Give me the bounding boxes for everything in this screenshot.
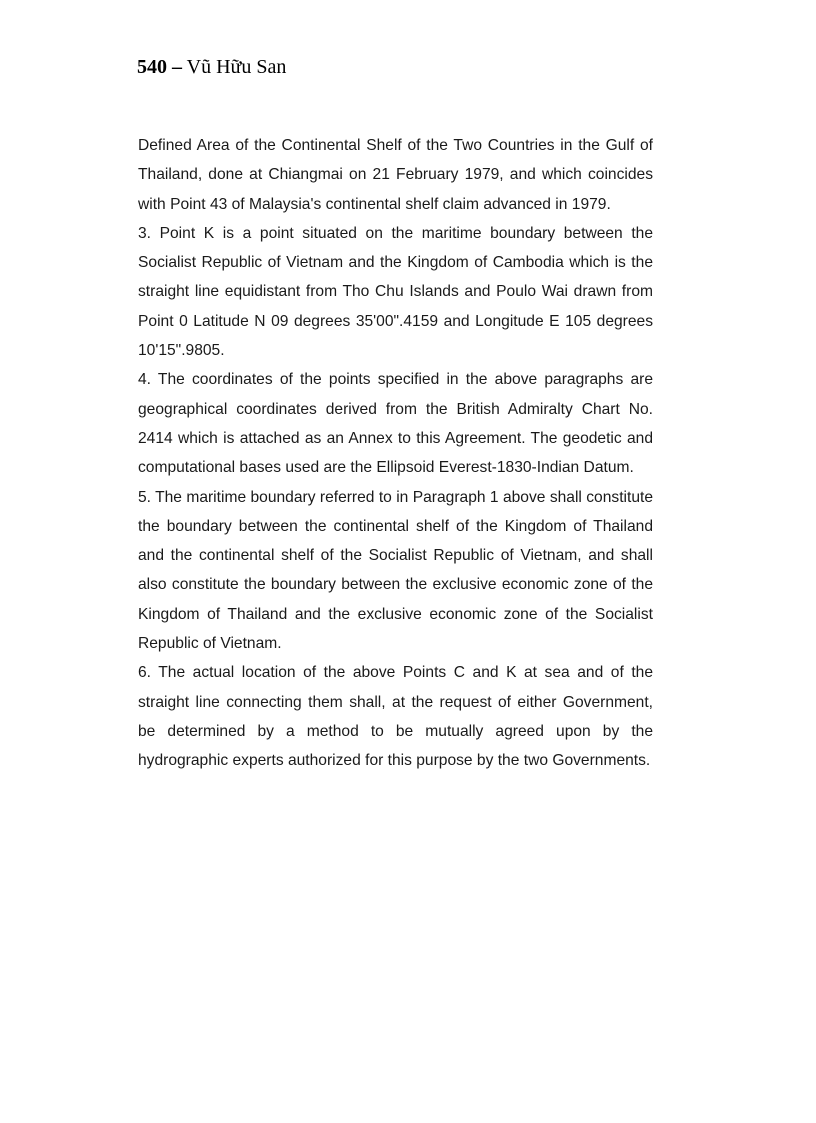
paragraph-4-coordinates: 4. The coordinates of the points specified in the above paragraphs are geographical coordinates derived from the British Admiralty Chart No. 2414 which is attached as an Annex to this Agreement. The geodetic and computational bases used are the Ellipsoid Everest-1830-Indian Datum.	[138, 371, 653, 477]
body-text	[138, 131, 653, 776]
paragraph-6-actual-location: 6. The actual location of the above Points C and K at sea and of the straight line connecting them shall, at the request of either Government, be determined by a method to be mutually agreed upon by the hydrographic experts authorized for this purpose by the two Governments.	[138, 664, 653, 770]
paragraph-continuation: Defined Area of the Continental Shelf of the Two Countries in the Gulf of Thailand, done at Chiangmai on 21 February 1979, and which coincides with Point 43 of Malaysia's continental shelf claim advanced in 1979.	[138, 137, 653, 213]
header-separator: –	[172, 56, 182, 78]
header-author: Vũ Hữu San	[186, 56, 287, 78]
running-header	[137, 55, 286, 79]
page-number: 540	[137, 56, 167, 78]
paragraph-5-maritime-boundary: 5. The maritime boundary referred to in Paragraph 1 above shall constitute the boundary between the continental shelf of the Kingdom of Thailand and the continental shelf of the Socialist Republic of Vietnam, and shall also constitute the boundary between the exclusive economic zone of the Kingdom of Thailand and the exclusive economic zone of the Socialist Republic of Vietnam.	[138, 488, 653, 653]
paragraph-3-point-k: 3. Point K is a point situated on the maritime boundary between the Socialist Republic of Vietnam and the Kingdom of Cambodia which is the straight line equidistant from Tho Chu Islands and Poulo Wai drawn from Point 0 Latitude N 09 degrees 35'00".4159 and Longitude E 105 degrees 10'15".9805.	[138, 224, 653, 360]
